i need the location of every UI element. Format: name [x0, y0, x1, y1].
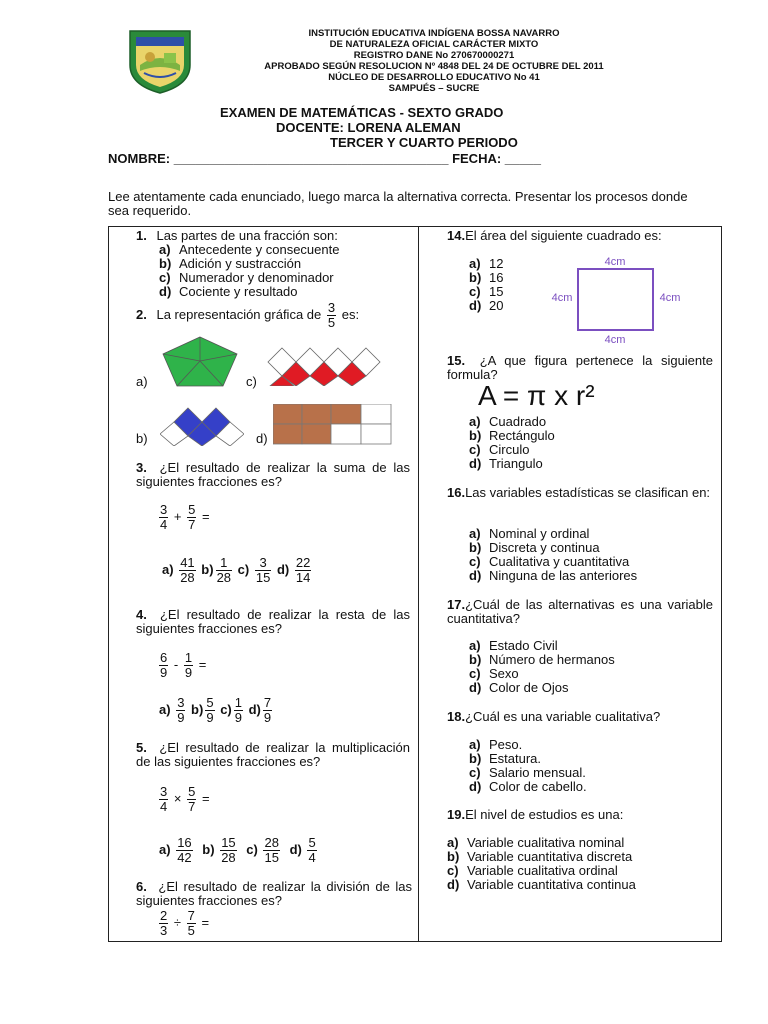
question-17: 17.¿Cuál de las alternativas es una variable cuantitativa?	[447, 597, 713, 626]
q4-options	[159, 696, 274, 725]
q4-option-d[interactable]: d) $\frac{7}{9}$	[248, 695, 272, 725]
question-6: 6. ¿El resultado de realizar la división de las siguientes fracciones es?	[136, 879, 412, 908]
q2-option-a-label[interactable]: a)	[136, 374, 148, 389]
q4-option-a[interactable]: a) $\frac{3}{9}$	[159, 695, 185, 725]
q16-option-b[interactable]: b) Discreta y continua	[469, 540, 600, 555]
diamonds-blue-figure[interactable]	[160, 406, 244, 451]
q5-options	[159, 836, 319, 865]
q5-option-b[interactable]: b) $\frac{15}{28}$	[202, 835, 236, 865]
q5-option-c[interactable]: c) $\frac{28}{15}$	[246, 835, 279, 865]
q14-option-d[interactable]: d) 20	[469, 298, 504, 313]
q15-option-a[interactable]: a) Cuadrado	[469, 414, 547, 429]
square-right-label: 4cm	[659, 292, 681, 304]
q19-option-a[interactable]: a) Variable cualitativa nominal	[447, 835, 625, 850]
header-line-4: APROBADO SEGÚN RESOLUCION Nº 4848 DEL 24 DE OCTUBRE DEL 2011	[264, 61, 604, 72]
header-line-2: DE NATURALEZA OFICIAL CARÁCTER MIXTO	[329, 39, 539, 50]
q14-option-a[interactable]: a) 12	[469, 256, 504, 271]
q4-option-b[interactable]: b) $\frac{5}{9}$	[191, 695, 214, 725]
instructions: Lee atentamente cada enunciado, luego marca la alternativa correcta. Presentar los procesos donde sea requerido.	[108, 189, 688, 218]
square-top-label: 4cm	[604, 256, 626, 268]
pentagon-figure[interactable]	[160, 334, 240, 393]
q1-option-b[interactable]: b) Adición y sustracción	[159, 256, 302, 271]
q5-option-d[interactable]: d) $\frac{5}{4}$	[289, 835, 316, 865]
q15-option-d[interactable]: d) Triangulo	[469, 456, 543, 471]
question-15: 15. ¿A que figura pertenece la siguiente formula?	[447, 353, 713, 382]
q16-option-c[interactable]: c) Cualitativa y cuantitativa	[469, 554, 630, 569]
q18-option-d[interactable]: d) Color de cabello.	[469, 779, 587, 794]
q3-option-a[interactable]: a) $\frac{41}{28}$	[162, 555, 195, 585]
q2-option-d-label[interactable]: d)	[256, 431, 268, 446]
q1-option-d[interactable]: d) Cociente y resultado	[159, 284, 298, 299]
diamonds-red-figure[interactable]	[266, 346, 382, 391]
q4-expression: $\frac{6}{9}$ - $\frac{1}{9}$ =	[160, 650, 207, 680]
q3-expression: $\frac{3}{4}$ + $\frac{5}{7}$ =	[160, 502, 210, 532]
circle-area-formula: A = π x r²	[478, 380, 595, 411]
q2-option-c-label[interactable]: c)	[246, 374, 257, 389]
q18-option-b[interactable]: b) Estatura.	[469, 751, 542, 766]
q1-option-a[interactable]: a) Antecedente y consecuente	[159, 242, 340, 257]
square-figure	[548, 254, 688, 351]
question-number: 1.	[136, 228, 147, 243]
q17-option-a[interactable]: a) Estado Civil	[469, 638, 558, 653]
q17-option-d[interactable]: d) Color de Ojos	[469, 680, 569, 695]
q16-option-d[interactable]: d) Ninguna de las anteriores	[469, 568, 638, 583]
question-18: 18.¿Cuál es una variable cualitativa?	[447, 709, 661, 724]
q14-option-c[interactable]: c) 15	[469, 284, 504, 299]
q3-option-c[interactable]: c) $\frac{3}{15}$	[237, 555, 271, 585]
q18-option-c[interactable]: c) Salario mensual.	[469, 765, 586, 780]
column-divider	[418, 226, 419, 941]
school-crest-logo	[126, 27, 194, 95]
question-16: 16.Las variables estadísticas se clasifican en:	[447, 485, 711, 500]
question-14: 14.El área del siguiente cuadrado es:	[447, 228, 662, 243]
q15-option-c[interactable]: c) Circulo	[469, 442, 530, 457]
square-left-label: 4cm	[551, 292, 573, 304]
header-line-6: SAMPUÉS – SUCRE	[388, 83, 480, 94]
q15-option-b[interactable]: b) Rectángulo	[469, 428, 555, 443]
q14-option-b[interactable]: b) 16	[469, 270, 504, 285]
q5-option-a[interactable]: a) $\frac{16}{42}$	[159, 835, 192, 865]
school-header	[200, 28, 668, 94]
question-2: 2. La representación gráfica de $\frac{3}{5}$ es:	[136, 300, 360, 330]
header-line-5: NÚCLEO DE DESARROLLO EDUCATIVO No 41	[328, 72, 540, 83]
teacher-name: DOCENTE: LORENA ALEMAN	[276, 120, 461, 135]
question-1	[136, 229, 338, 243]
header-line-1: INSTITUCIÓN EDUCATIVA INDÍGENA BOSSA NAVARRO	[308, 28, 560, 39]
grid-rectangle-figure[interactable]	[273, 404, 393, 451]
fraction-3-5: $\frac{3}{5}$	[327, 300, 336, 330]
exam-title: EXAMEN DE MATEMÁTICAS - SEXTO GRADO	[220, 105, 504, 120]
q3-options	[162, 556, 313, 585]
name-date-field[interactable]: NOMBRE: ______________________________________ FECHA: _____	[108, 151, 541, 166]
q19-option-c[interactable]: c) Variable cualitativa ordinal	[447, 863, 618, 878]
q18-option-a[interactable]: a) Peso.	[469, 737, 523, 752]
q17-option-c[interactable]: c) Sexo	[469, 666, 519, 681]
square-bottom-label: 4cm	[604, 334, 626, 346]
q19-option-d[interactable]: d) Variable cuantitativa continua	[447, 877, 636, 892]
exam-period: TERCER Y CUARTO PERIODO	[330, 135, 518, 150]
q16-option-a[interactable]: a) Nominal y ordinal	[469, 526, 590, 541]
q6-expression: $\frac{2}{3}$ ÷ $\frac{7}{5}$ =	[160, 908, 210, 938]
question-3: 3. ¿El resultado de realizar la suma de las siguientes fracciones es?	[136, 460, 410, 489]
q19-option-b[interactable]: b) Variable cuantitativa discreta	[447, 849, 633, 864]
q1-option-c[interactable]: c) Numerador y denominador	[159, 270, 334, 285]
question-text: Las partes de una fracción son:	[156, 228, 338, 243]
q5-expression: $\frac{3}{4}$ × $\frac{5}{7}$ =	[160, 784, 210, 814]
question-4: 4. ¿El resultado de realizar la resta de las siguientes fracciones es?	[136, 607, 410, 636]
q3-option-b[interactable]: b) $\frac{1}{28}$	[201, 555, 232, 585]
header-line-3: REGISTRO DANE No 270670000271	[353, 50, 515, 61]
q2-option-b-label[interactable]: b)	[136, 431, 148, 446]
q3-option-d[interactable]: d) $\frac{22}{14}$	[276, 555, 311, 585]
q17-option-b[interactable]: b) Número de hermanos	[469, 652, 615, 667]
question-19: 19.El nivel de estudios es una:	[447, 807, 624, 822]
q4-option-c[interactable]: c) $\frac{1}{9}$	[220, 695, 242, 725]
question-5: 5. ¿El resultado de realizar la multiplicación de las siguientes fracciones es?	[136, 740, 410, 769]
